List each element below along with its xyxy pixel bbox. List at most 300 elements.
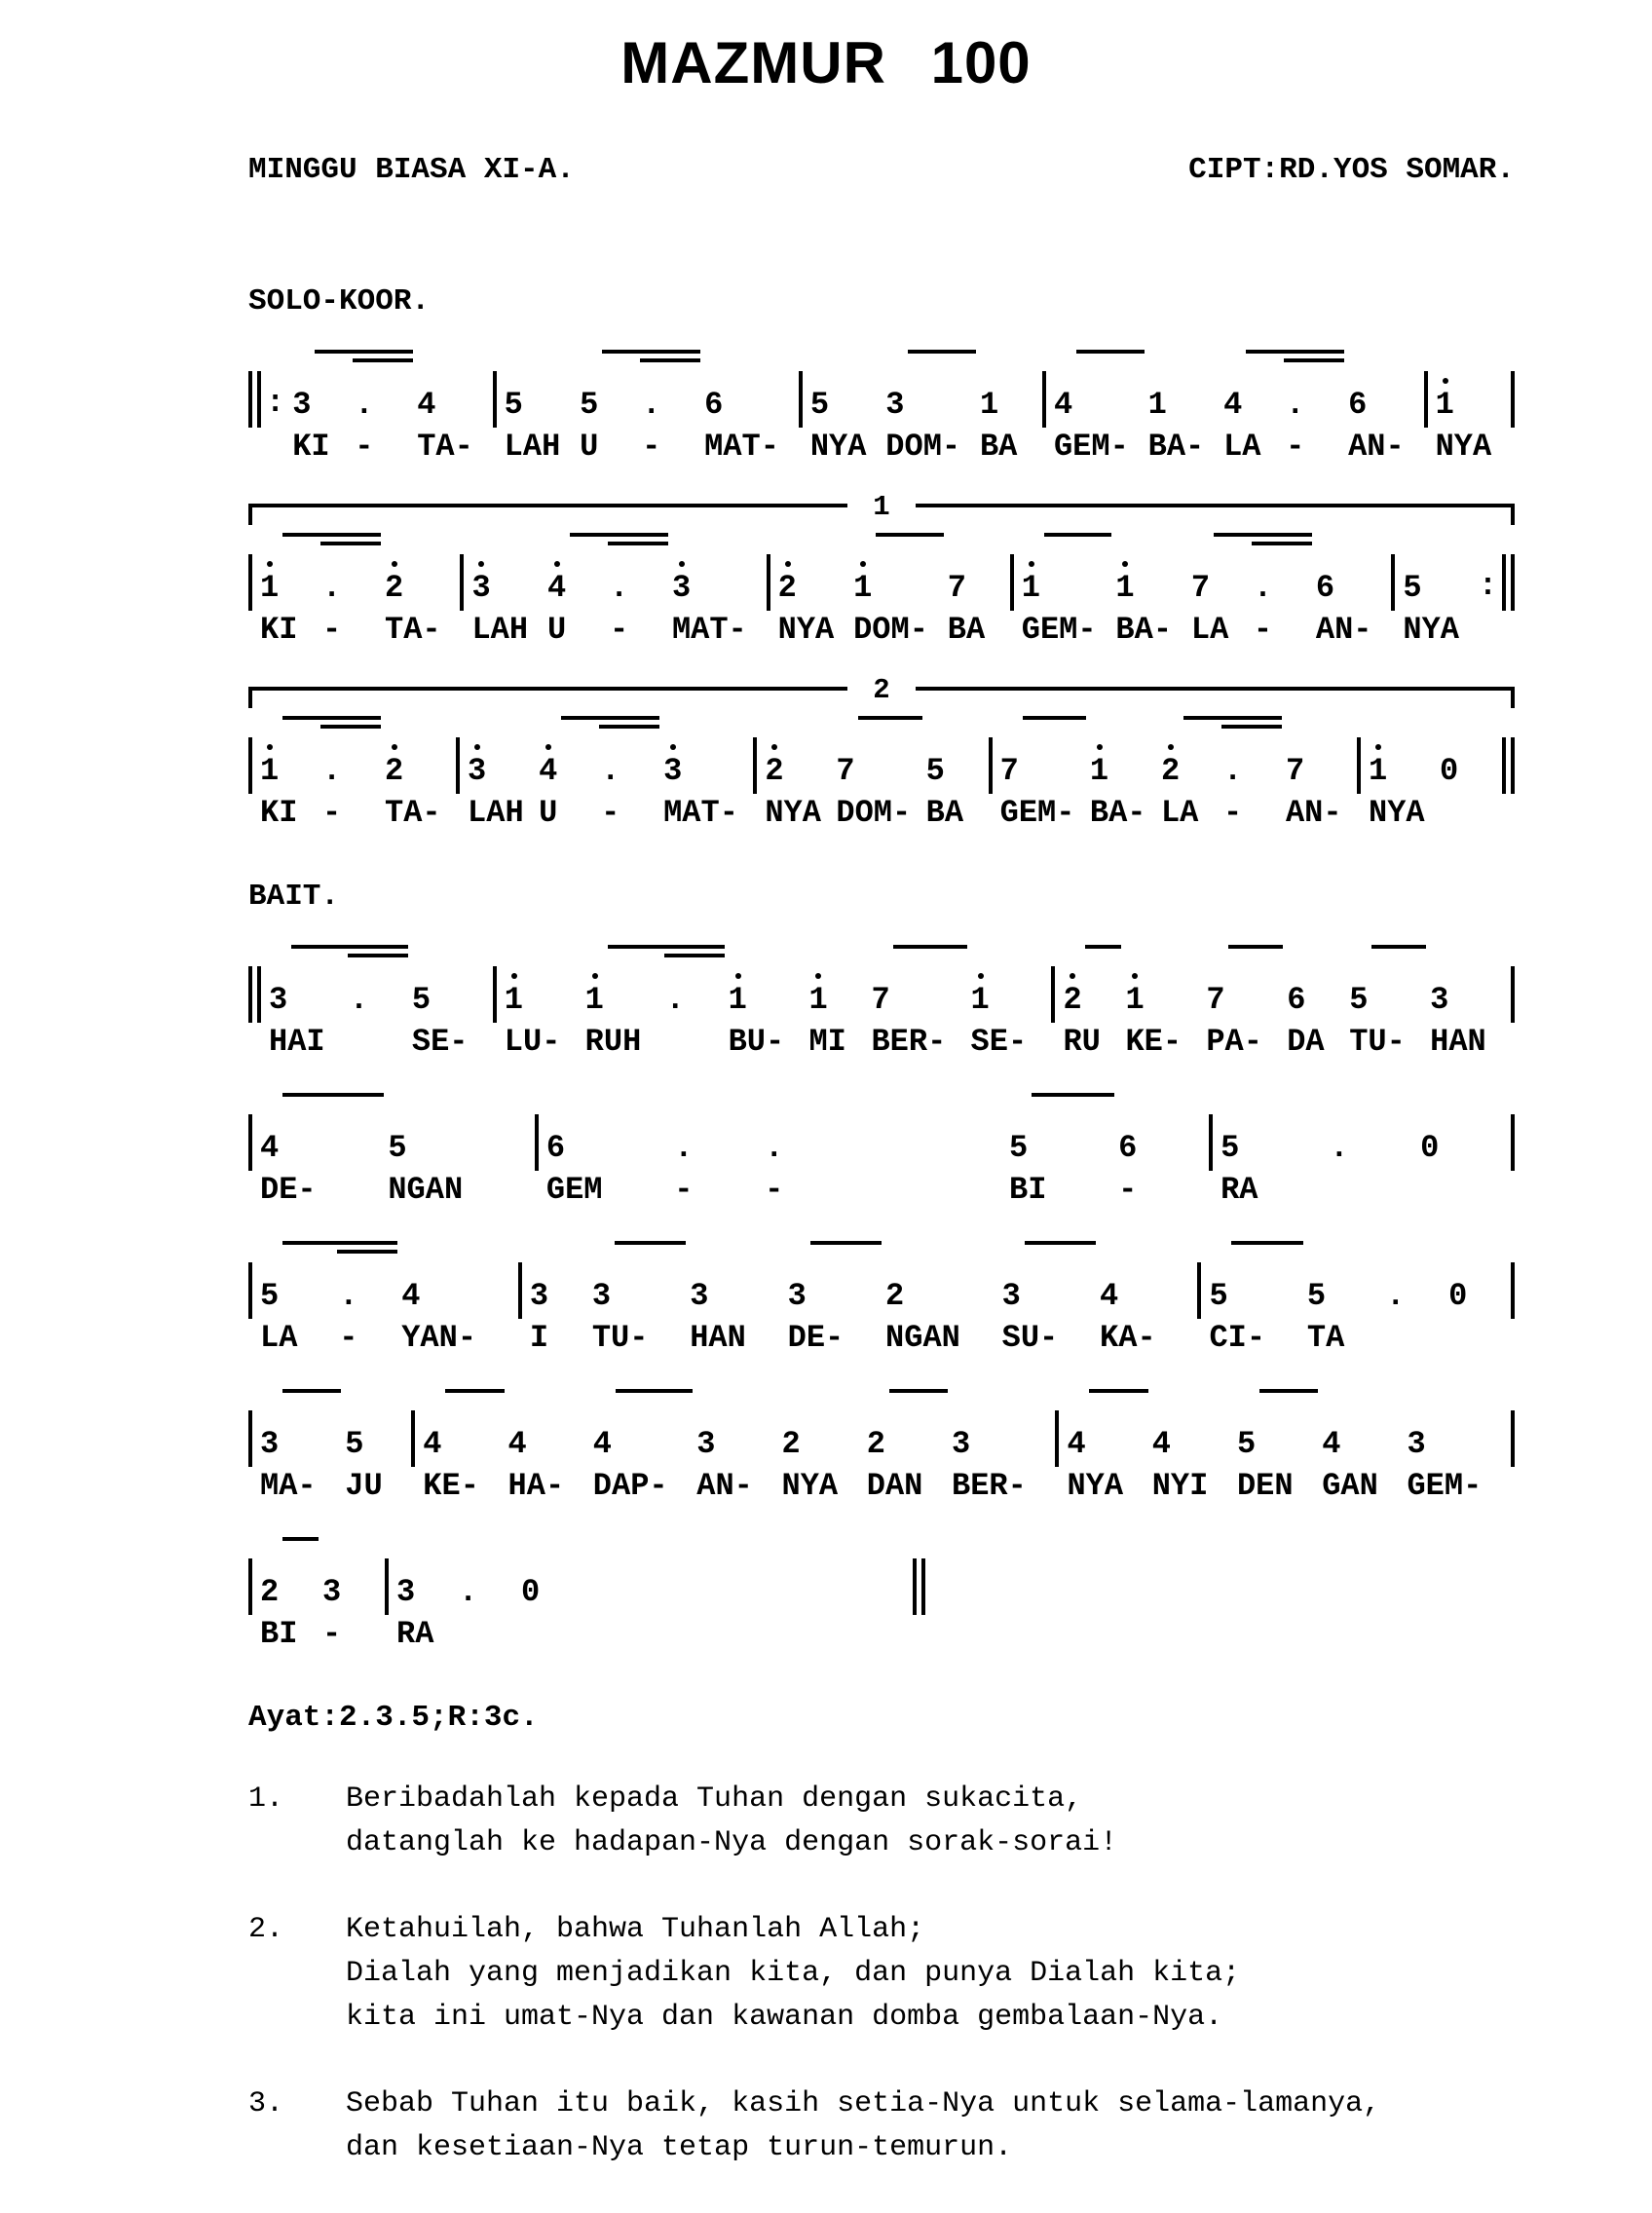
note-cell [1322, 1410, 1399, 1506]
note-glyph: 1 [1089, 753, 1109, 789]
note-glyph: 1 [1021, 570, 1040, 606]
note-cell [1115, 554, 1183, 650]
note-cell [530, 1262, 584, 1358]
note-cell [585, 966, 658, 1062]
barline [1511, 966, 1515, 1062]
note-cell [867, 1410, 944, 1506]
bar-stroke [248, 966, 252, 1023]
note-cell [260, 1114, 380, 1210]
lyric-syllable: LAH [504, 429, 561, 465]
note-number [1307, 1278, 1378, 1317]
lyric-syllable: BU- [728, 1024, 785, 1060]
verse-list [248, 1778, 1652, 2170]
note-glyph: . [1286, 387, 1305, 423]
note-glyph: 2 [1063, 982, 1082, 1018]
note-number [322, 1574, 377, 1613]
lyric-syllable [1511, 426, 1515, 467]
note-number [948, 570, 1002, 609]
note-number [248, 1130, 252, 1169]
lyric-syllable: DAN [866, 1468, 923, 1504]
note-number [782, 1426, 859, 1465]
lyric-syllable [248, 426, 284, 467]
music-line [248, 1087, 1515, 1210]
beam-line [1231, 1241, 1303, 1245]
lyric-syllable: TA- [385, 612, 441, 648]
note-number [1010, 570, 1014, 609]
note-glyph: 5 [1403, 570, 1422, 606]
lyric-syllable [1420, 1169, 1503, 1210]
note-number [642, 387, 696, 426]
note-number [585, 982, 658, 1021]
lyric-syllable [411, 1465, 415, 1506]
bar-stroke [753, 737, 757, 794]
note-glyph: 4 [1100, 1278, 1119, 1314]
note-glyph: 3 [471, 570, 491, 606]
bar-stroke [1511, 1410, 1515, 1467]
barline [248, 966, 261, 1062]
octave-dot-row [601, 737, 656, 753]
octave-dot-row [642, 371, 696, 387]
barline [385, 1558, 389, 1654]
note-glyph: 7 [836, 753, 855, 789]
note-number [674, 1130, 757, 1169]
note-cell [505, 371, 572, 467]
verse-item [248, 1908, 1652, 2040]
note-number [1424, 387, 1428, 426]
note-glyph: 3 [787, 1278, 807, 1314]
note-cell [926, 737, 981, 833]
bar-stroke [1055, 1410, 1059, 1467]
note-glyph: 4 [260, 1130, 280, 1166]
verse-number: 3. [248, 2087, 284, 2120]
beam-line [282, 1093, 384, 1097]
note-cell [672, 554, 759, 650]
note-cell [292, 371, 347, 467]
lyric-syllable: - [642, 429, 661, 465]
stave-row [248, 1235, 1515, 1358]
note-glyph: 1 [1368, 753, 1388, 789]
note-cell [1237, 1410, 1314, 1506]
note-glyph: . [765, 1130, 784, 1166]
lyric-syllable: BA- [1115, 612, 1173, 648]
note-cell [350, 966, 404, 1062]
note-cell [1348, 371, 1415, 467]
note-number [260, 570, 315, 609]
note-number [1448, 1278, 1503, 1317]
lyric-syllable: AN- [696, 1468, 753, 1504]
section-label-bait: BAIT. [248, 880, 340, 914]
note-number [1209, 1278, 1298, 1317]
lyric-syllable: KI [260, 795, 298, 831]
bar-stroke [248, 554, 252, 611]
octave-dot-row [505, 966, 578, 982]
note-glyph: 1 [1435, 387, 1454, 423]
octave-dot-row [260, 1558, 315, 1574]
note-cell [1286, 371, 1340, 467]
note-number [690, 1278, 779, 1317]
note-glyph: . [665, 982, 685, 1018]
note-number [505, 387, 572, 426]
lyric-syllable: RA [396, 1616, 434, 1652]
bar-stroke [518, 1262, 522, 1319]
octave-dot [474, 744, 480, 750]
bar-stroke [1511, 1114, 1515, 1171]
barline [248, 1114, 252, 1210]
note-number [729, 982, 802, 1021]
lyric-syllable: BA- [1089, 795, 1146, 831]
note-number [260, 1426, 337, 1465]
octave-dot-row [401, 1262, 510, 1278]
note-cell [885, 1262, 995, 1358]
note-cell [260, 737, 315, 833]
note-number [810, 387, 878, 426]
note-number [1511, 1426, 1515, 1465]
lyric-syllable: KE- [1125, 1024, 1183, 1060]
note-number [704, 387, 791, 426]
note-cell [1369, 737, 1432, 833]
note-glyph: . [674, 1130, 694, 1166]
bar-stroke [1511, 554, 1515, 611]
octave-dot-row [423, 1410, 500, 1426]
stave-row [248, 1531, 1515, 1654]
octave-dot [267, 561, 273, 567]
note-cell [580, 371, 634, 467]
beam-line [876, 533, 944, 537]
note-cell [1191, 554, 1246, 650]
note-cell [322, 1558, 377, 1654]
note-number [788, 1278, 878, 1317]
lyric-syllable [1502, 792, 1515, 833]
bar-stroke [1042, 371, 1046, 428]
lyric-syllable [1448, 1317, 1503, 1358]
lyric-syllable: U [539, 795, 558, 831]
octave-dot-row [948, 554, 1002, 570]
note-number [1322, 1426, 1399, 1465]
note-glyph: 6 [545, 1130, 566, 1166]
octave-dot-row [417, 371, 484, 387]
lyric-syllable: LAH [471, 612, 529, 648]
octave-dot-row [952, 1410, 1047, 1426]
octave-dot-row [1286, 737, 1349, 753]
note-cell [1054, 371, 1141, 467]
note-cell [674, 1114, 757, 1210]
lyric-syllable: BA- [1147, 429, 1205, 465]
note-cell [971, 966, 1044, 1062]
octave-dot [1097, 744, 1103, 750]
note-cell [610, 554, 664, 650]
solo-koor-music-block [248, 344, 1515, 833]
music-line [248, 939, 1515, 1062]
beam-line [608, 542, 668, 545]
lyric-syllable: - [322, 1616, 342, 1652]
octave-dot-row [350, 966, 404, 982]
beam-line [337, 1250, 397, 1254]
octave-dot-row [778, 554, 845, 570]
note-cell [788, 1262, 878, 1358]
lyric-syllable: LU- [504, 1024, 561, 1060]
beam-line [1183, 716, 1282, 720]
note-glyph: 4 [1067, 1426, 1086, 1462]
lyric-syllable [460, 609, 464, 650]
lyric-syllable: NYA [777, 612, 835, 648]
note-cell [423, 1410, 500, 1506]
note-glyph: 4 [1053, 387, 1073, 423]
note-glyph: 6 [704, 387, 724, 423]
lyric-syllable: GEM- [1053, 429, 1129, 465]
lyric-syllable: - [1253, 612, 1273, 648]
note-number [385, 753, 448, 792]
note-number [610, 570, 664, 609]
beam-line [570, 533, 668, 537]
note-cell [339, 1262, 394, 1358]
note-glyph: 1 [1125, 982, 1145, 1018]
octave-dot-row [674, 1114, 757, 1130]
note-number [1148, 387, 1216, 426]
lyric-syllable: AN- [1315, 612, 1372, 648]
octave-dot [392, 744, 397, 750]
note-cell [1407, 1410, 1502, 1506]
bar-stroke [248, 1262, 252, 1319]
lyric-syllable: MI [808, 1024, 846, 1060]
note-glyph: 3 [671, 570, 692, 606]
note-number [388, 1130, 527, 1169]
lyric-syllable [248, 1169, 252, 1210]
octave-dot-row [412, 966, 485, 982]
repeat-colon: : [1478, 568, 1498, 604]
note-cell [260, 554, 315, 650]
lyric-syllable: DOM- [853, 612, 928, 648]
barline [460, 554, 464, 650]
beam-line [315, 350, 413, 354]
note-number [248, 753, 252, 792]
octave-dot-row [260, 1114, 380, 1130]
barline [248, 1410, 252, 1506]
note-glyph: 1 [728, 982, 747, 1018]
octave-dot [978, 973, 984, 979]
note-number [248, 1574, 252, 1613]
octave-dot-row [1118, 1114, 1201, 1130]
note-number [1391, 570, 1395, 609]
note-number [521, 1574, 576, 1613]
note-number [952, 1426, 1047, 1465]
music-line [248, 1531, 1515, 1654]
note-number [518, 1278, 522, 1317]
note-number [412, 982, 485, 1021]
barline [248, 554, 252, 650]
lyric-syllable [248, 1613, 252, 1654]
note-number [989, 753, 993, 792]
note-cell [765, 1114, 847, 1210]
lyric-syllable: DE- [260, 1172, 317, 1208]
lyric-syllable: RUH [584, 1024, 642, 1060]
note-cell [1316, 554, 1383, 650]
note-number [1502, 753, 1515, 792]
note-number [1369, 753, 1432, 792]
beam-line [1221, 725, 1282, 729]
beam-line [664, 954, 725, 957]
note-glyph: 1 [970, 982, 990, 1018]
lyric-syllable [1209, 1169, 1213, 1210]
lyric-syllable [493, 1021, 497, 1062]
beam-line [1371, 945, 1426, 949]
note-cell [459, 1558, 513, 1654]
beam-line [810, 1241, 882, 1245]
note-glyph: 1 [260, 753, 280, 789]
note-glyph: 1 [1115, 570, 1135, 606]
octave-dot-row [1100, 1262, 1189, 1278]
volta-number: 2 [873, 674, 890, 706]
barline [493, 371, 497, 467]
note-number [913, 1574, 925, 1613]
verse-text [346, 1908, 1240, 2040]
note-glyph: 5 [388, 1130, 407, 1166]
note-cell [810, 371, 878, 467]
volta-line-right [916, 504, 1515, 525]
note-number [871, 982, 962, 1021]
note-number [778, 570, 845, 609]
octave-dot-row [610, 554, 664, 570]
note-cell [1223, 371, 1278, 467]
lyric-syllable [1440, 792, 1494, 833]
note-number [885, 387, 972, 426]
stave-row [248, 527, 1515, 650]
bar-stroke [535, 1114, 539, 1171]
note-cell [417, 371, 484, 467]
lyric-syllable: NYA [809, 429, 867, 465]
note-number [1197, 1278, 1201, 1317]
note-number [753, 753, 757, 792]
octave-dot-row [666, 966, 721, 982]
note-glyph: 3 [690, 1278, 709, 1314]
lyric-syllable [521, 1613, 576, 1654]
note-cell [1349, 966, 1422, 1062]
note-number [1042, 387, 1046, 426]
lyric-syllable: NYI [1151, 1468, 1209, 1504]
lyric-syllable: GEM- [1021, 612, 1097, 648]
beam-line [1085, 945, 1121, 949]
octave-dot-row [1063, 966, 1117, 982]
octave-dot-row [260, 554, 315, 570]
note-glyph: 2 [385, 753, 404, 789]
octave-dot-row [260, 737, 315, 753]
verse-line: dan kesetiaan-Nya tetap turun-temurun. [346, 2131, 1013, 2164]
lyric-syllable [1479, 609, 1515, 650]
note-glyph: 3 [952, 1426, 971, 1462]
verse-item [248, 2082, 1652, 2170]
octave-dot-row [292, 371, 347, 387]
octave-dot-row [1220, 1114, 1322, 1130]
beam-line [320, 725, 381, 729]
note-glyph: 3 [529, 1278, 549, 1314]
lyric-syllable [350, 1021, 404, 1062]
lyric-syllable: HAI [269, 1024, 325, 1060]
lyric-syllable: YAN- [401, 1320, 477, 1356]
note-number [355, 387, 409, 426]
verse-line: kita ini umat-Nya dan kawanan domba gembalaan-Nya. [346, 2001, 1223, 2034]
note-number [672, 570, 759, 609]
beam-line [1025, 1241, 1096, 1245]
note-cell [885, 371, 972, 467]
lyric-syllable: NYA [1435, 429, 1492, 465]
lyric-syllable [1511, 1169, 1515, 1210]
note-cell [468, 737, 531, 833]
note-glyph: . [355, 387, 374, 423]
beam-line [608, 945, 725, 949]
note-glyph: . [601, 753, 620, 789]
barline [1391, 554, 1395, 650]
octave-dot-row [1407, 1410, 1502, 1426]
note-glyph: . [339, 1278, 358, 1314]
note-glyph: 7 [947, 570, 966, 606]
note-number [339, 1278, 394, 1317]
lyric-syllable [456, 792, 460, 833]
note-cell [1100, 1262, 1189, 1358]
note-cell [401, 1262, 510, 1358]
lyric-syllable: - [339, 1320, 358, 1356]
spacer [583, 1558, 905, 1568]
octave-dot-row [339, 1262, 394, 1278]
note-cell [385, 554, 452, 650]
note-glyph: . [609, 570, 629, 606]
barline [753, 737, 757, 833]
music-line [248, 1235, 1515, 1358]
verse-line: Ketahuilah, bahwa Tuhanlah Allah; [346, 1913, 925, 1946]
lyric-syllable: CI- [1209, 1320, 1266, 1356]
lyric-syllable [989, 792, 993, 833]
lyric-syllable [1055, 1465, 1059, 1506]
note-glyph: 3 [260, 1426, 280, 1462]
octave-dot-row [1237, 1410, 1314, 1426]
octave-dot-row [269, 966, 342, 982]
note-glyph: 2 [385, 570, 404, 606]
note-glyph: 3 [1430, 982, 1449, 1018]
note-number [248, 387, 284, 426]
lyric-syllable: BI [260, 1616, 298, 1652]
octave-dot [860, 561, 866, 567]
bar-stroke [1511, 371, 1515, 428]
verse-line: Sebab Tuhan itu baik, kasih setia-Nya untuk selama-lamanya, [346, 2087, 1381, 2120]
octave-dot-row [1286, 371, 1340, 387]
barline [1424, 371, 1428, 467]
note-cell [1403, 554, 1470, 650]
bait-music-block [248, 939, 1515, 1654]
note-glyph: 6 [1315, 570, 1335, 606]
note-cell [729, 966, 802, 1062]
note-number [1511, 982, 1515, 1021]
bar-stroke [1010, 554, 1014, 611]
lyric-syllable [1391, 609, 1395, 650]
verse-text [346, 1778, 1117, 1865]
note-glyph: 4 [539, 753, 558, 789]
note-cell [1420, 1114, 1503, 1210]
bar-stroke [248, 1558, 252, 1615]
note-number [1316, 570, 1383, 609]
lyric-syllable [1042, 426, 1046, 467]
bar-stroke [248, 1410, 252, 1467]
note-number [269, 982, 342, 1021]
barline [456, 737, 460, 833]
octave-dot-row [260, 1410, 337, 1426]
octave-dot-row [885, 371, 972, 387]
note-number [767, 570, 770, 609]
barline [1051, 966, 1055, 1062]
octave-dot-row [1152, 1410, 1229, 1426]
note-cell [539, 737, 593, 833]
lyric-syllable [1424, 426, 1428, 467]
lyric-syllable: DE- [787, 1320, 845, 1356]
beam-line [282, 1537, 319, 1541]
bar-stroke [411, 1410, 415, 1467]
